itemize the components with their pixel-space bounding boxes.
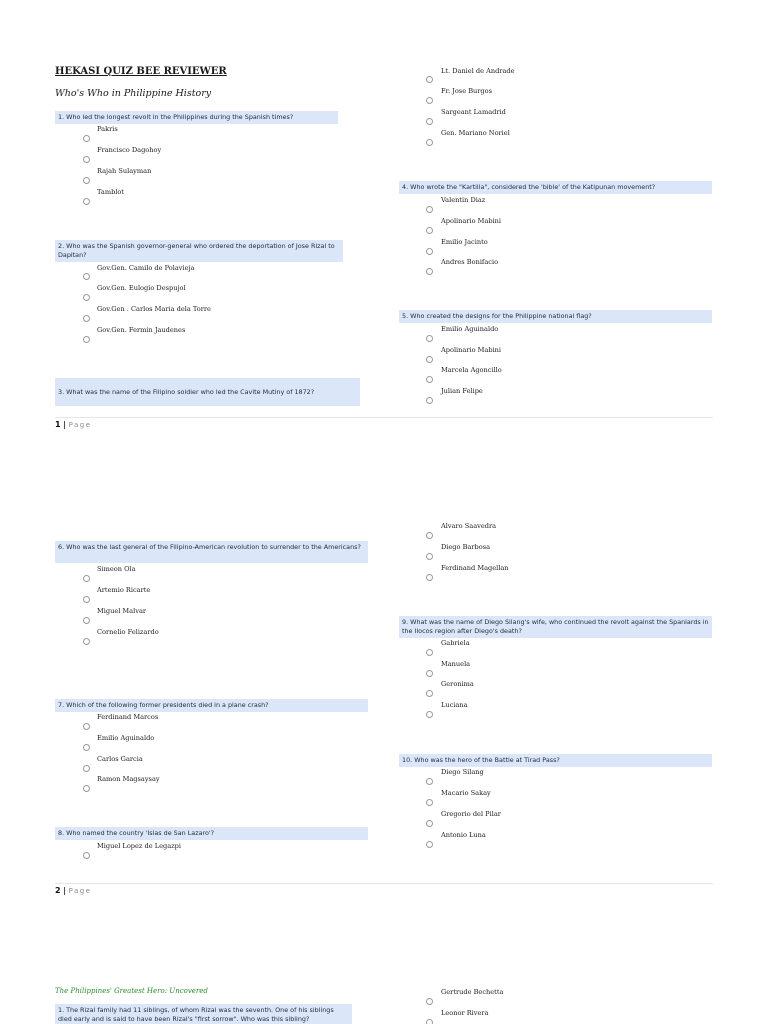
q3-option-2-radio[interactable] [426, 97, 433, 104]
q3-option-3-label: Sargeant Lamadrid [441, 108, 506, 116]
q9-option-2-label: Manuela [441, 660, 471, 668]
q1-option-4-radio[interactable] [83, 198, 90, 205]
q8-option-3-radio[interactable] [426, 553, 433, 560]
q7-option-4-label: Ramon Magsaysay [97, 775, 160, 783]
rizal-q1-option-2-label: Leonor Rivera [441, 1009, 489, 1017]
q10-option-3-radio[interactable] [426, 820, 433, 827]
question-10: 10. Who was the hero of the Battle at Tirad Pass? [399, 754, 712, 767]
page-1-label: Page [68, 421, 92, 429]
q3-option-2-label: Fr. Jose Burgos [441, 87, 493, 95]
document-subtitle: Who's Who in Philippine History [55, 88, 212, 99]
question-6: 6. Who was the last general of the Filipino-American revolution to surrender to the Americans? [55, 541, 368, 563]
q2-option-4-label: Gov.Gen. Fermin Jaudenes [97, 326, 186, 334]
q5-option-4-radio[interactable] [426, 397, 433, 404]
q5-option-2-label: Apolinario Mabini [441, 346, 502, 354]
q9-option-3-label: Geronima [441, 680, 474, 688]
q9-option-4-label: Luciana [441, 701, 468, 709]
q7-option-3-radio[interactable] [83, 765, 90, 772]
q6-option-4-radio[interactable] [83, 638, 90, 645]
q7-option-2-label: Emilio Aguinaldo [97, 734, 155, 742]
question-2: 2. Who was the Spanish governor-general who ordered the deportation of Jose Rizal to Dapitan? [55, 240, 343, 262]
question-1: 1. Who led the longest revolt in the Philippines during the Spanish times? [55, 111, 338, 124]
q2-option-3-radio[interactable] [83, 315, 90, 322]
q2-option-2-radio[interactable] [83, 294, 90, 301]
q1-option-1-radio[interactable] [83, 135, 90, 142]
q3-option-1-label: Lt. Daniel de Andrade [441, 67, 515, 75]
q8-option-4-radio[interactable] [426, 574, 433, 581]
page-2-footer [55, 886, 92, 895]
q4-option-4-radio[interactable] [426, 268, 433, 275]
question-4: 4. Who wrote the "Kartilla", considered the 'bible' of the Katipunan movement? [399, 181, 712, 194]
page-1-number: 1 [55, 420, 61, 429]
q9-option-4-radio[interactable] [426, 711, 433, 718]
q1-option-3-label: Rajah Sulayman [97, 167, 152, 175]
q6-option-1-label: Simeon Ola [97, 565, 136, 573]
q6-option-4-label: Cornelio Felizardo [97, 628, 159, 636]
rizal-q1-option-2-radio[interactable] [426, 1019, 433, 1024]
q1-option-2-label: Francisco Dagohoy [97, 146, 162, 154]
q5-option-4-label: Julian Felipe [441, 387, 483, 395]
q10-option-4-radio[interactable] [426, 841, 433, 848]
q7-option-3-label: Carlos Garcia [97, 755, 143, 763]
q8-option-2-radio[interactable] [426, 532, 433, 539]
q8-option-1-radio[interactable] [83, 852, 90, 859]
q7-option-1-radio[interactable] [83, 723, 90, 730]
q5-option-2-radio[interactable] [426, 356, 433, 363]
q10-option-1-radio[interactable] [426, 778, 433, 785]
page-1-separator: | [63, 420, 67, 429]
q4-option-1-radio[interactable] [426, 206, 433, 213]
q5-option-1-radio[interactable] [426, 335, 433, 342]
q8-option-4-label: Ferdinand Magellan [441, 564, 509, 572]
q4-option-2-radio[interactable] [426, 227, 433, 234]
q2-option-1-radio[interactable] [83, 273, 90, 280]
q8-option-2-label: Alvaro Saavedra [441, 522, 497, 530]
q1-option-3-radio[interactable] [83, 177, 90, 184]
q7-option-1-label: Ferdinand Marcos [97, 713, 159, 721]
q3-option-4-radio[interactable] [426, 139, 433, 146]
q2-option-1-label: Gov.Gen. Camilo de Polavieja [97, 264, 195, 272]
page-2-separator: | [63, 886, 67, 895]
q1-option-1-label: Pakris [97, 125, 118, 133]
q5-option-1-label: Emilio Aguinaldo [441, 325, 499, 333]
q2-option-4-radio[interactable] [83, 336, 90, 343]
q3-option-4-label: Gen. Mariano Noriel [441, 129, 510, 137]
q2-option-2-label: Gov.Gen. Eulogio Despujol [97, 284, 186, 292]
page-2-footer-rule [55, 883, 713, 884]
q3-option-3-radio[interactable] [426, 118, 433, 125]
question-9: 9. What was the name of Diego Silang's wife, who continued the revolt against the Spaniards in the Ilocos region after Diego's death? [399, 616, 712, 638]
q6-option-1-radio[interactable] [83, 575, 90, 582]
q9-option-1-radio[interactable] [426, 649, 433, 656]
rizal-q1-option-1-radio[interactable] [426, 998, 433, 1005]
page-2-number: 2 [55, 886, 61, 895]
section-heading: The Philippines' Greatest Hero: Uncovered [55, 987, 208, 995]
q10-option-3-label: Gregorio del Pilar [441, 810, 501, 818]
q4-option-1-label: Valentin Diaz [441, 196, 486, 204]
document-title: HEKASI QUIZ BEE REVIEWER [55, 66, 227, 77]
q8-option-3-label: Diego Barbosa [441, 543, 491, 551]
q10-option-2-label: Macario Sakay [441, 789, 491, 797]
page-1-footer-rule [55, 417, 713, 418]
question-8: 8. Who named the country 'Islas de San Lazaro'? [55, 827, 368, 840]
q4-option-4-label: Andres Bonifacio [441, 258, 499, 266]
q8-option-1-label: Miguel Lopez de Legazpi [97, 842, 181, 850]
q6-option-3-radio[interactable] [83, 617, 90, 624]
q6-option-2-label: Artemio Ricarte [97, 586, 151, 594]
q9-option-3-radio[interactable] [426, 690, 433, 697]
q5-option-3-radio[interactable] [426, 376, 433, 383]
q1-option-2-radio[interactable] [83, 156, 90, 163]
question-5: 5. Who created the designs for the Philippine national flag? [399, 310, 712, 323]
question-rizal-1: 1. The Rizal family had 11 siblings, of whom Rizal was the seventh. One of his siblings died early and is said to have been Rizal's "first sorrow". Who was this sibling? [55, 1004, 352, 1024]
page-1-footer [55, 420, 92, 429]
q4-option-2-label: Apolinario Mabini [441, 217, 502, 225]
q1-option-4-label: Tamblot [97, 188, 125, 196]
page-2-label: Page [68, 887, 92, 895]
q9-option-1-label: Gabriela [441, 639, 470, 647]
q2-option-3-label: Gov.Gen . Carlos Maria dela Torre [97, 305, 211, 313]
q6-option-3-label: Miguel Malvar [97, 607, 147, 615]
q9-option-2-radio[interactable] [426, 670, 433, 677]
q5-option-3-label: Marcela Agoncillo [441, 366, 502, 374]
q7-option-2-radio[interactable] [83, 744, 90, 751]
q4-option-3-label: Emilio Jacinto [441, 238, 488, 246]
q10-option-1-label: Diego Silang [441, 768, 484, 776]
rizal-q1-option-1-label: Gertrude Bechetta [441, 988, 504, 996]
question-7: 7. Which of the following former presidents died in a plane crash? [55, 699, 368, 712]
q10-option-2-radio[interactable] [426, 799, 433, 806]
q4-option-3-radio[interactable] [426, 248, 433, 255]
q6-option-2-radio[interactable] [83, 596, 90, 603]
q7-option-4-radio[interactable] [83, 785, 90, 792]
q10-option-4-label: Antonio Luna [441, 831, 486, 839]
q3-option-1-radio[interactable] [426, 76, 433, 83]
question-3: 3. What was the name of the Filipino soldier who led the Cavite Mutiny of 1872? [55, 378, 360, 406]
